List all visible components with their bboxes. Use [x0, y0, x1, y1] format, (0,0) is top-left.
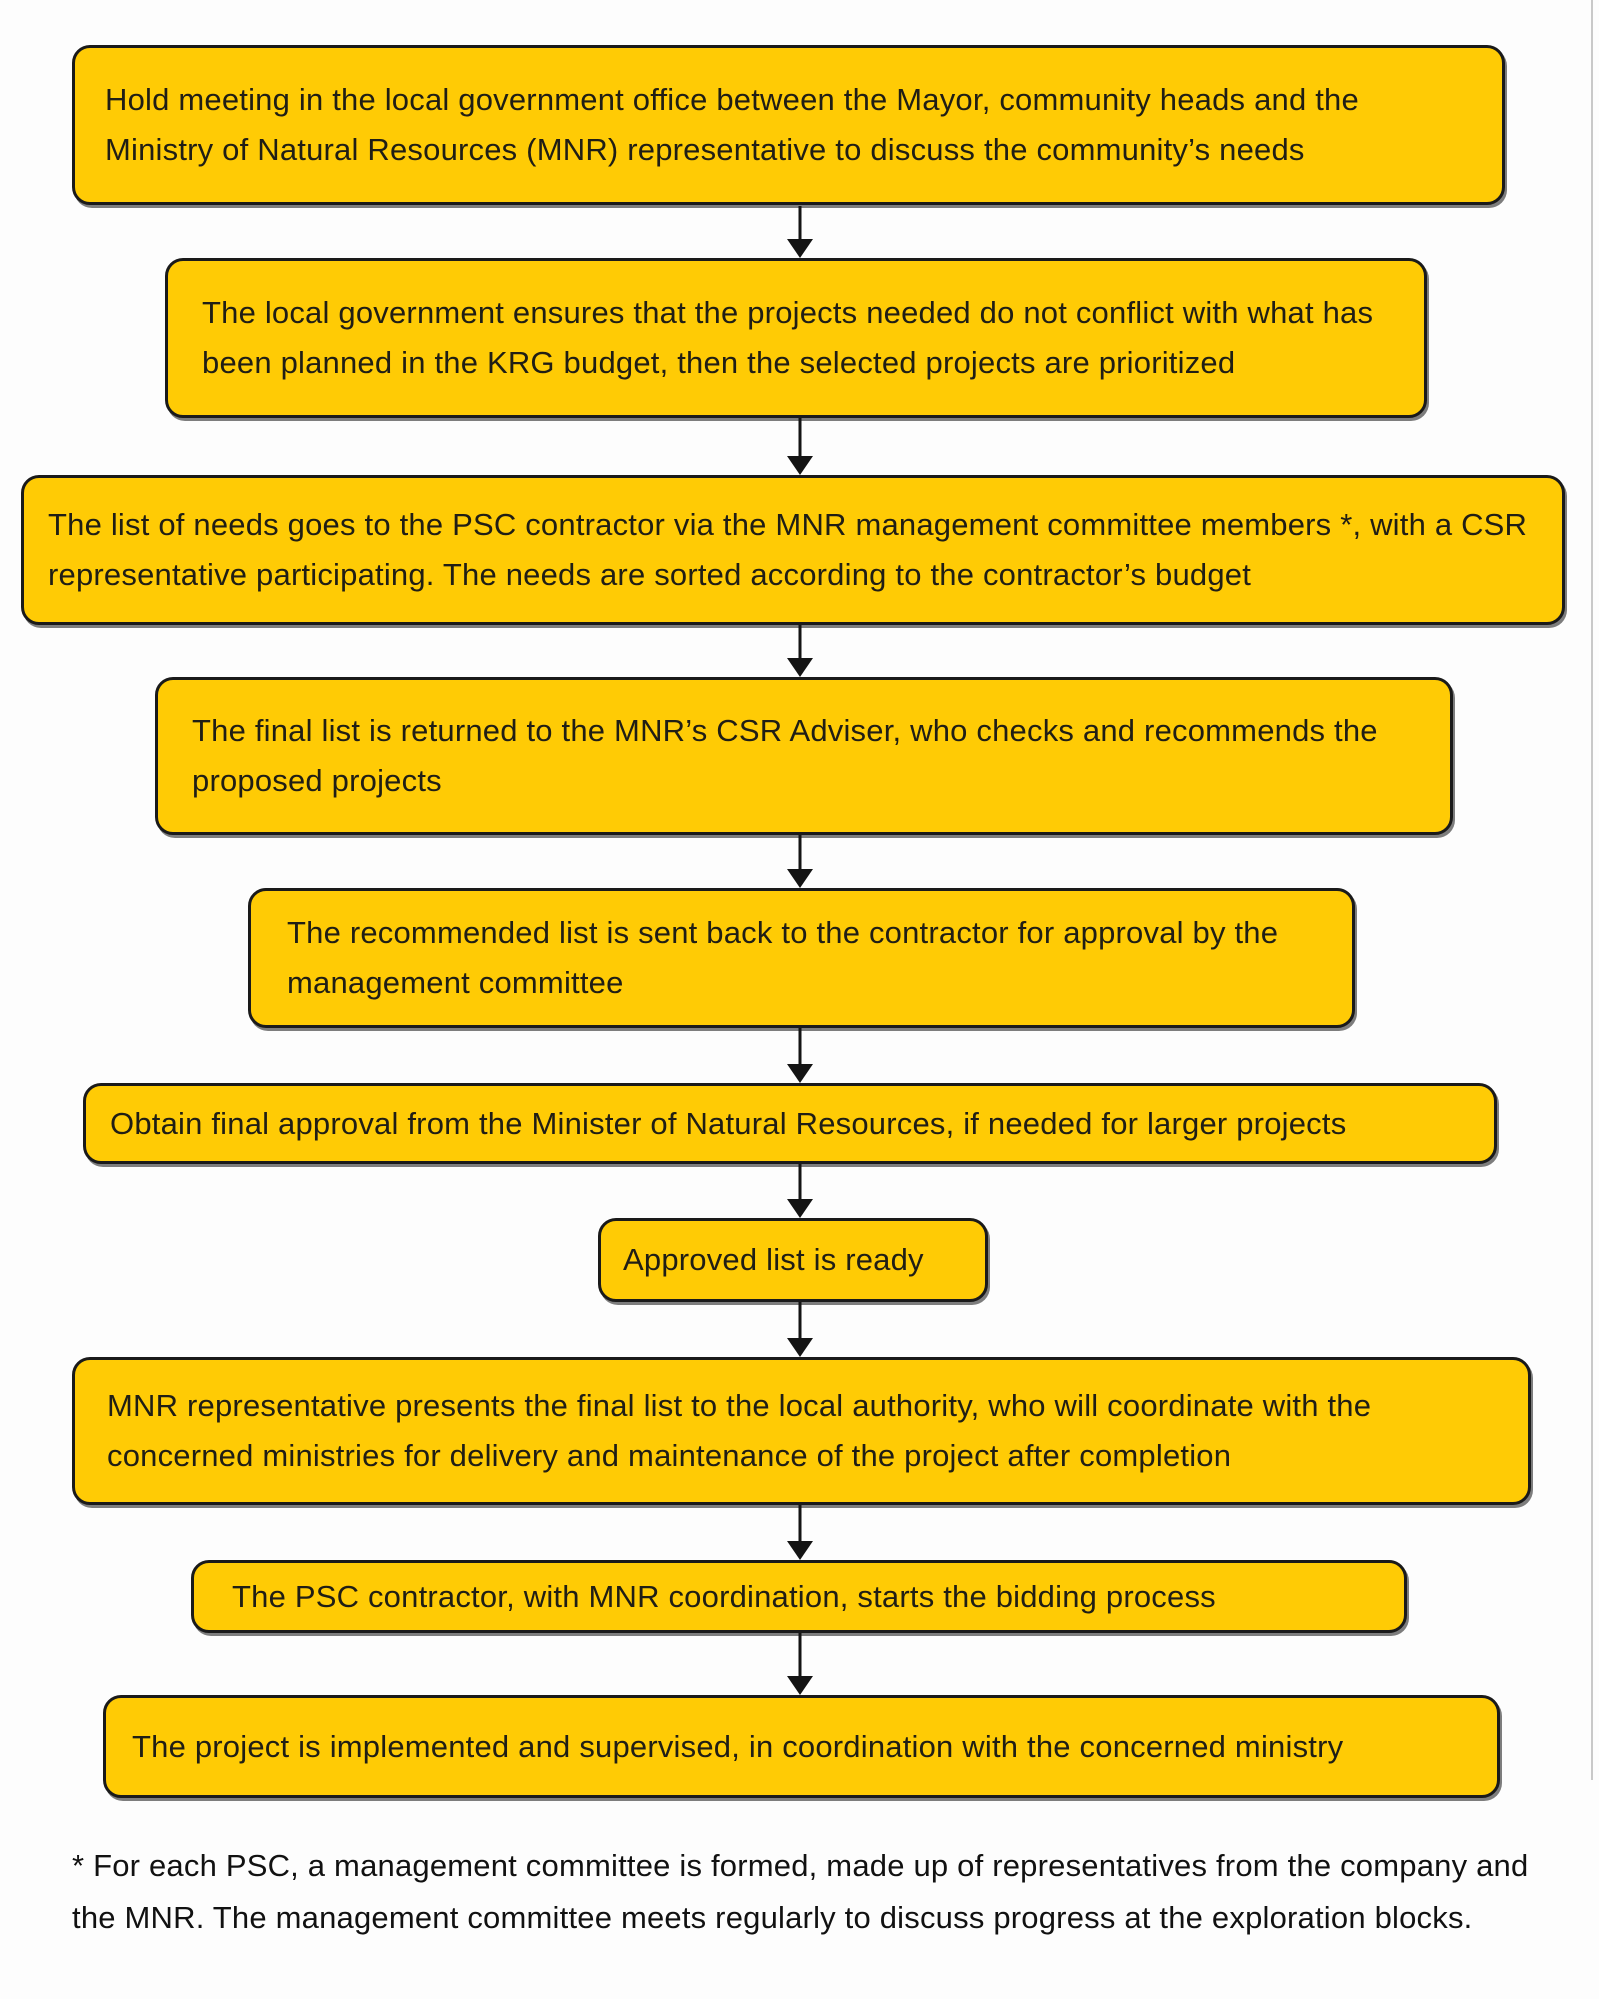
down-arrow-connector-5 — [785, 1028, 815, 1083]
flow-node-7-text: Approved list is ready — [623, 1242, 924, 1277]
down-arrow-connector-4 — [785, 835, 815, 888]
flow-node-10 — [103, 1695, 1500, 1798]
flow-node-8 — [72, 1357, 1531, 1505]
flow-node-2-text: The local government ensures that the projects needed do not conflict with what has been planned in the KRG budget, then the selected projects are prioritized — [202, 295, 1374, 380]
scan-edge-artifact — [1591, 0, 1593, 1780]
flow-node-3-text: The list of needs goes to the PSC contractor via the MNR management committee members *, with a CSR representative participating. The needs are sorted according to the contractor’s budget — [48, 507, 1528, 592]
down-arrow-connector-9 — [785, 1633, 815, 1695]
flow-node-10-text: The project is implemented and supervised, in coordination with the concerned ministry — [132, 1728, 1344, 1764]
down-arrow-connector-2 — [785, 418, 815, 475]
flow-node-8-text: MNR representative presents the final list to the local authority, who will coordinate with the concerned ministries for delivery and maintenance of the project after completion — [107, 1388, 1372, 1473]
flow-node-5 — [248, 888, 1355, 1028]
footnote: * For each PSC, a management committee is formed, made up of representatives from the company and the MNR. The management committee meets regularly to discuss progress at the exploration blocks. — [72, 1848, 1529, 1935]
flow-node-9 — [191, 1560, 1407, 1633]
flow-node-1-text: Hold meeting in the local government office between the Mayor, community heads and the Ministry of Natural Resources (MNR) representative to discuss the community’s needs — [105, 82, 1359, 167]
down-arrow-connector-3 — [785, 625, 815, 677]
flow-node-6 — [83, 1083, 1497, 1164]
down-arrow-connector-6 — [785, 1164, 815, 1218]
down-arrow-connector-7 — [785, 1302, 815, 1357]
flow-node-7 — [598, 1218, 988, 1302]
down-arrow-connector-1 — [785, 206, 815, 258]
down-arrow-connector-8 — [785, 1505, 815, 1560]
flow-node-1 — [72, 45, 1505, 205]
flow-node-4 — [155, 677, 1453, 835]
flow-node-2 — [165, 258, 1427, 418]
flow-node-4-text: The final list is returned to the MNR’s CSR Adviser, who checks and recommends the proposed projects — [192, 713, 1378, 798]
flow-node-3 — [21, 475, 1565, 625]
flow-node-9-text: The PSC contractor, with MNR coordination, starts the bidding process — [232, 1578, 1216, 1614]
flow-node-6-text: Obtain final approval from the Minister of Natural Resources, if needed for larger projects — [110, 1105, 1347, 1141]
flow-node-5-text: The recommended list is sent back to the contractor for approval by the management committee — [287, 915, 1279, 1000]
